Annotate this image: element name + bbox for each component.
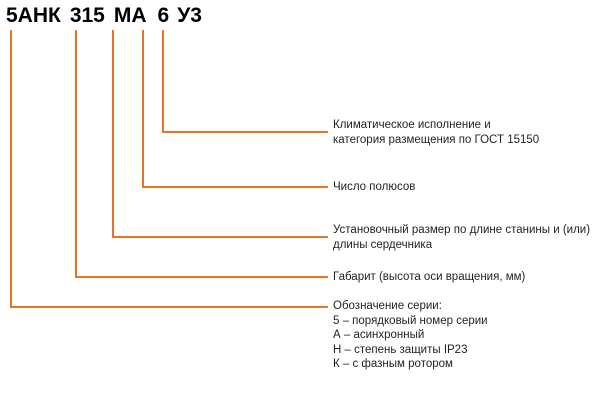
leader-vline-mounting-length xyxy=(112,30,114,238)
code-segment-poles: 6 xyxy=(157,4,170,27)
callout-mounting-length-line-1: Установочный размер по длине станины и (или) xyxy=(333,224,591,236)
leader-vline-frame-size xyxy=(75,30,77,278)
callout-pole-count-line-1: Число полюсов xyxy=(333,181,416,193)
callout-frame-size xyxy=(333,270,525,285)
code-segment-length: МА xyxy=(113,4,147,27)
leader-hline-series xyxy=(10,306,328,308)
callout-climate-category-line-1: Климатическое исполнение и xyxy=(333,119,491,131)
callout-series-designation-line-2: 5 – порядковый номер серии xyxy=(333,314,488,327)
callout-mounting-length-line-2: длины сердечника xyxy=(333,238,433,251)
callout-climate-category-line-2: категория размещения по ГОСТ 15150 xyxy=(333,133,540,146)
callout-climate-category xyxy=(333,118,539,147)
leader-vline-climate xyxy=(162,30,164,133)
callout-series-designation-line-3: А – асинхронный xyxy=(333,329,425,341)
leader-hline-poles xyxy=(142,186,328,188)
callout-series-designation-line-5: К – с фазным ротором xyxy=(333,358,453,370)
callout-series-designation xyxy=(333,299,488,372)
leader-hline-climate xyxy=(162,131,328,133)
code-segment-series: 5АНК xyxy=(6,4,61,27)
leader-vline-series xyxy=(10,30,12,308)
code-segment-frame: 315 xyxy=(69,4,105,27)
callout-series-designation-line-1: Обозначение серии: xyxy=(333,300,442,312)
leader-vline-poles xyxy=(142,30,144,188)
callout-series-designation-line-4: Н – степень защиты IP23 xyxy=(333,343,468,356)
leader-hline-frame-size xyxy=(75,276,328,278)
callout-pole-count xyxy=(333,180,415,195)
callout-mounting-length xyxy=(333,223,590,252)
leader-hline-mounting-length xyxy=(112,236,328,238)
designation-code xyxy=(6,4,202,28)
callout-frame-size-line-1: Габарит (высота оси вращения, мм) xyxy=(333,271,526,283)
code-segment-climate: У3 xyxy=(177,4,202,27)
